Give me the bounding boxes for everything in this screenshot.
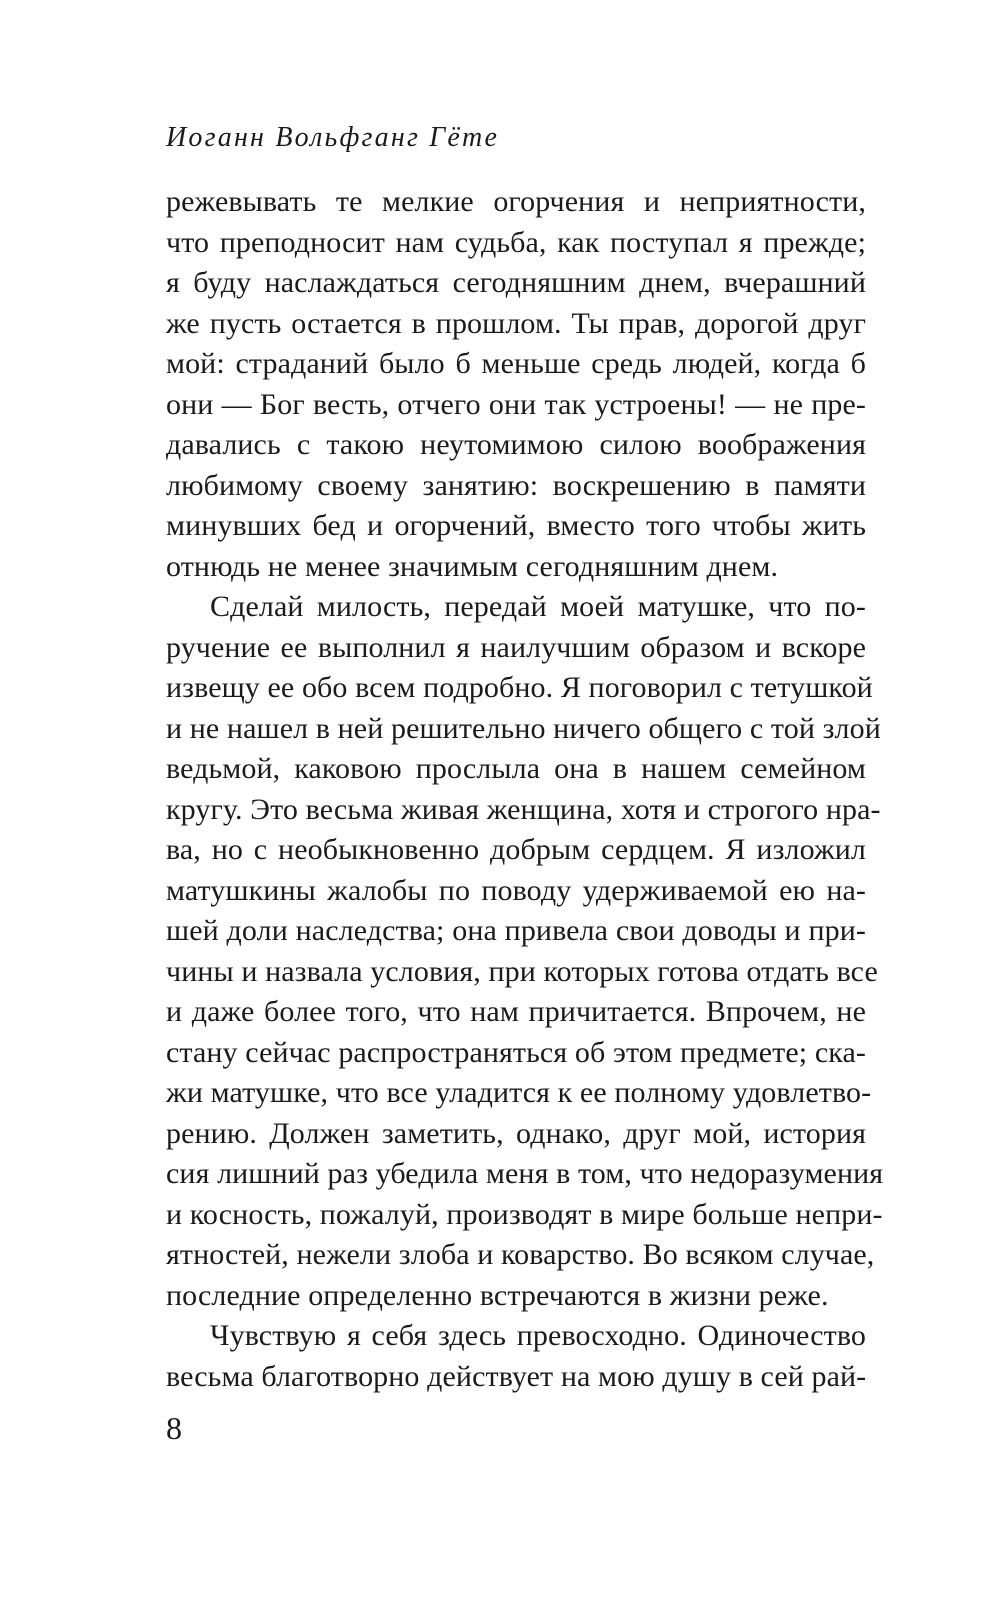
text-line: они — Бог весть, отчего они так устроены! — не пре- bbox=[166, 387, 866, 421]
text-line: кругу. Это весьма живая женщина, хотя и строгого нра- bbox=[166, 792, 881, 826]
text-line: режевывать те мелкие огорчения и неприятности, bbox=[166, 185, 866, 218]
text-line: чины и назвала условия, при которых готова отдать все bbox=[166, 954, 878, 988]
text-line: же пусть остается в прошлом. Ты прав, дорогой друг bbox=[166, 306, 866, 340]
text-line: жи матушке, что все уладится к ее полному удовлетво- bbox=[166, 1076, 872, 1109]
page-number: 8 bbox=[166, 1410, 182, 1446]
text-line: рению. Должен заметить, однако, друг мой, история bbox=[166, 1116, 866, 1150]
running-head-author: Иоганн Вольфганг Гёте bbox=[166, 122, 500, 153]
text-line: ведьмой, каковою прослыла она в нашем семейном bbox=[166, 752, 866, 785]
text-line: последние определенно встречаются в жизни реже. bbox=[166, 1278, 829, 1312]
text-line: и косность, пожалуй, производят в мире больше непри- bbox=[166, 1197, 883, 1231]
body-text bbox=[166, 182, 884, 1397]
text-line: любимому своему занятию: воскрешению в памяти bbox=[166, 468, 866, 502]
text-line: извещу ее обо всем подробно. Я поговорил с тетушкой bbox=[166, 671, 873, 704]
text-line: стану сейчас распространяться об этом предмете; ска- bbox=[166, 1035, 866, 1069]
text-line: и даже более того, что нам причитается. Впрочем, не bbox=[166, 995, 866, 1028]
text-line: шей доли наследства; она привела свои доводы и при- bbox=[166, 914, 866, 947]
text-line: сия лишний раз убедила меня в том, что недоразумения bbox=[166, 1157, 884, 1190]
text-line: весьма благотворно действует на мою душу в сей рай- bbox=[166, 1359, 867, 1393]
text-line: что преподносит нам судьба, как поступал я прежде; bbox=[166, 225, 866, 259]
text-line: мой: страданий было б меньше средь людей, когда б bbox=[166, 347, 866, 380]
text-line: я буду наслаждаться сегодняшним днем, вчерашний bbox=[166, 266, 866, 299]
text-line: матушкины жалобы по поводу удерживаемой ею на- bbox=[166, 873, 866, 907]
text-line: Чувствую я себя здесь превосходно. Одиночество bbox=[210, 1319, 866, 1352]
text-line: ятностей, нежели злоба и коварство. Во всяком случае, bbox=[166, 1238, 875, 1271]
text-line: давались с такою неутомимою силою воображения bbox=[166, 428, 866, 461]
text-line: минувших бед и огорчений, вместо того чтобы жить bbox=[166, 509, 866, 542]
text-line: ручение ее выполнил я наилучшим образом и вскоре bbox=[166, 630, 866, 664]
text-line: и не нашел в ней решительно ничего общего с той злой bbox=[166, 711, 881, 745]
text-line: ва, но с необыкновенно добрым сердцем. Я изложил bbox=[166, 833, 866, 866]
text-line: отнюдь не менее значимым сегодняшним днем. bbox=[166, 549, 779, 583]
text-line: Сделай милость, передай моей матушке, что по- bbox=[210, 590, 866, 623]
